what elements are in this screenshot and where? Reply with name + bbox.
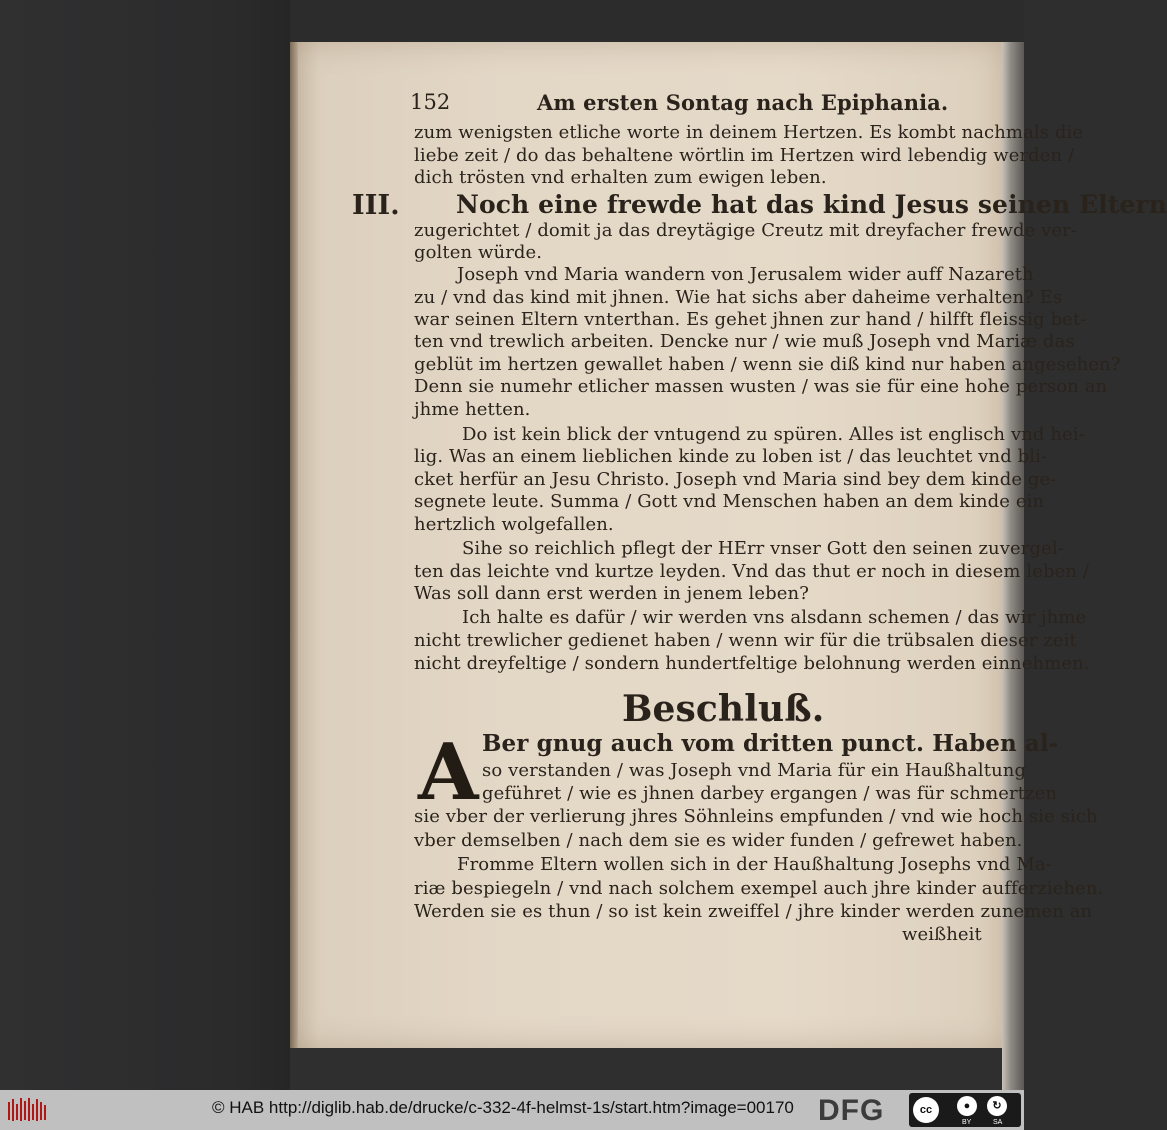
- text-line: nicht trewlicher gedienet haben / wenn wir für die trübsalen dieser zeit: [414, 630, 1077, 651]
- page-gutter-edge: [290, 42, 298, 1048]
- text-line: Ich halte es dafür / wir werden vns alsdann schemen / das wir jhme: [462, 607, 1087, 628]
- text-line: Fromme Eltern wollen sich in der Haußhaltung Josephs vnd Ma-: [457, 854, 1052, 875]
- scan-background-left: [0, 0, 290, 1090]
- text-line: Sihe so reichlich pflegt der HErr vnser Gott den seinen zuvergel-: [462, 538, 1064, 559]
- section-marker: III.: [352, 190, 400, 221]
- closing-heading: Beschluß.: [622, 688, 825, 730]
- page-number: 152: [410, 90, 451, 114]
- text-line: Denn sie numehr etlicher massen wusten / was sie für eine hohe person an: [414, 376, 1108, 397]
- text-line: golten würde.: [414, 242, 543, 263]
- hab-logo-icon[interactable]: [6, 1096, 48, 1124]
- scan-background-top: [290, 0, 1024, 42]
- catchword: weißheit: [902, 924, 982, 945]
- text-line: vber demselben / nach dem sie es wider funden / gefrewet haben.: [414, 830, 1023, 851]
- text-line: Do ist kein blick der vntugend zu spüren. Alles ist englisch vnd hei-: [462, 424, 1085, 445]
- text-line: nicht dreyfeltige / sondern hundertfeltige belohnung werden einnehmen.: [414, 653, 1090, 674]
- dfg-logo[interactable]: DFG: [818, 1094, 885, 1127]
- text-line: ten vnd trewlich arbeiten. Dencke nur / wie muß Joseph vnd Mariæ das: [414, 331, 1075, 352]
- cc-by-label: BY: [962, 1119, 972, 1126]
- text-line: geblüt im hertzen gewallet haben / wenn sie diß kind nur haben angesehen?: [414, 354, 1121, 375]
- text-line: Joseph vnd Maria wandern von Jerusalem wider auff Nazareth: [457, 264, 1034, 285]
- text-line: Was soll dann erst werden in jenem leben?: [414, 583, 809, 604]
- cc-sa-label: SA: [993, 1119, 1003, 1126]
- text-line: hertzlich wolgefallen.: [414, 514, 614, 535]
- text-line: Werden sie es thun / so ist kein zweiffel / jhre kinder werden zunemen an: [414, 901, 1093, 922]
- text-line: zum wenigsten etliche worte in deinem Hertzen. Es kombt nachmals die: [414, 122, 1084, 143]
- text-line: cket herfür an Jesu Christo. Joseph vnd Maria sind bey dem kinde ge-: [414, 469, 1057, 490]
- text-line: jhme hetten.: [414, 399, 531, 420]
- cc-license-badge[interactable]: [909, 1093, 1021, 1127]
- by-person-icon: ●: [957, 1096, 977, 1116]
- text-line: liebe zeit / do das behaltene wörtlin im Hertzen wird lebendig werden /: [414, 145, 1075, 166]
- text-line: so verstanden / was Joseph vnd Maria für ein Haußhaltung: [482, 760, 1027, 781]
- running-title: Am ersten Sontag nach Epiphania.: [537, 90, 949, 115]
- text-line: sie vber der verlierung jhres Söhnleins empfunden / vnd wie hoch sie sich: [414, 806, 1098, 827]
- section-first-line: Noch eine frewde hat das kind Jesus seinen Eltern: [456, 190, 1167, 219]
- text-line: segnete leute. Summa / Gott vnd Menschen haben an dem kinde ein: [414, 491, 1045, 512]
- text-line: zu / vnd das kind mit jhnen. Wie hat sichs aber daheime verhalten? Es: [414, 287, 1063, 308]
- footer-bar: [0, 1090, 1024, 1130]
- text-line: dich trösten vnd erhalten zum ewigen leben.: [414, 167, 827, 188]
- cc-icon: cc: [913, 1097, 939, 1123]
- drop-cap: A: [418, 727, 479, 818]
- text-line: war seinen Eltern vnterthan. Es gehet jhnen zur hand / hilfft fleissig bet-: [414, 309, 1087, 330]
- text-line: zugerichtet / domit ja das dreytägige Creutz mit dreyfacher frewde ver-: [414, 220, 1078, 241]
- scan-background-bottom: [290, 1048, 1002, 1090]
- share-alike-icon: ↻: [987, 1096, 1007, 1116]
- text-line: riæ bespiegeln / vnd nach solchem exempel auch jhre kinder aufferziehen.: [414, 878, 1104, 899]
- closing-first-line: Ber gnug auch vom dritten punct. Haben al-: [482, 730, 1059, 757]
- text-line: ten das leichte vnd kurtze leyden. Vnd das thut er noch in diesem leben /: [414, 561, 1090, 582]
- copyright-link[interactable]: © HAB http://diglib.hab.de/drucke/c-332-4f-helmst-1s/start.htm?image=00170: [212, 1098, 794, 1117]
- text-line: geführet / wie es jhnen darbey ergangen / was für schmertzen: [482, 783, 1058, 804]
- text-line: lig. Was an einem lieblichen kinde zu loben ist / das leuchtet vnd bli-: [414, 446, 1048, 467]
